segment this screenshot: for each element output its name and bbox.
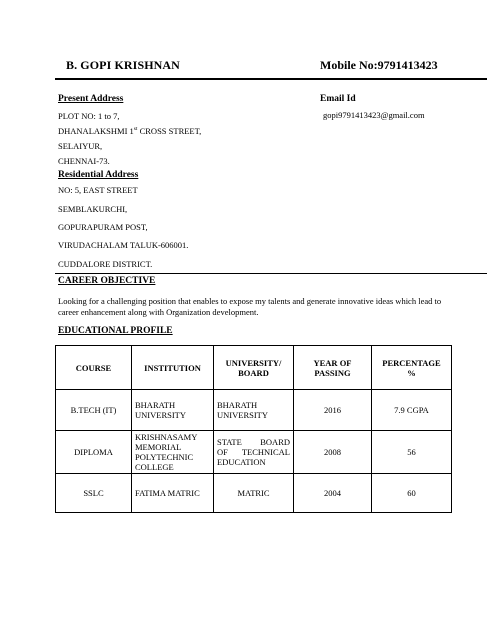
header-line: PERCENTAGE [382, 357, 441, 368]
email-value: gopi9791413423@gmail.com [323, 110, 425, 120]
cell-line: KRISHNASAMY [135, 432, 198, 442]
educational-profile-heading: EDUCATIONAL PROFILE [58, 326, 173, 336]
residential-address-line: VIRUDACHALAM TALUK-606001. [58, 240, 189, 250]
present-address-line: PLOT NO: 1 to 7, [58, 111, 120, 121]
residential-address-heading: Residential Address [58, 170, 139, 180]
email-heading: Email Id [320, 94, 356, 104]
present-address-street-rest: CROSS STREET, [137, 126, 202, 136]
cell-line: EDUCATION [217, 457, 266, 467]
course-column-header: COURSE [56, 346, 132, 390]
residential-address-line: SEMBLAKURCHI, [58, 204, 128, 214]
present-address-line: SELAIYUR, [58, 141, 103, 151]
header-line: YEAR OF [313, 357, 352, 368]
residential-address-line: GOPURAPURAM POST, [58, 222, 148, 232]
year-cell: 2016 [294, 390, 372, 431]
table-row [56, 431, 452, 474]
year-column-header [294, 346, 372, 390]
ordinal-suffix: st [133, 126, 138, 133]
education-table [55, 345, 452, 513]
residential-address-line: NO: 5, EAST STREET [58, 185, 138, 195]
cell-line: UNIVERSITY [217, 410, 268, 420]
university-column-header [214, 346, 294, 390]
cell-line: MEMORIAL [135, 442, 182, 452]
institution-cell [132, 431, 214, 474]
year-cell: 2004 [294, 474, 372, 513]
present-address-heading: Present Address [58, 94, 124, 104]
course-cell: DIPLOMA [56, 431, 132, 474]
header-line: UNIVERSITY/ [225, 357, 282, 368]
board-cell [214, 390, 294, 431]
header-line: % [407, 367, 416, 378]
board-cell: MATRIC [214, 474, 294, 513]
mobile-number: Mobile No:9791413423 [320, 58, 438, 72]
cell-line: BHARATH [135, 400, 176, 410]
institution-cell: FATIMA MATRIC [132, 474, 214, 513]
header-line: BOARD [238, 367, 269, 378]
career-objective-text: Looking for a challenging position that enables to expose my talents and generate innovative ideas which lead to career enhancement along with Organization development. [58, 296, 442, 317]
present-address-line [58, 126, 201, 136]
board-cell [214, 431, 294, 474]
cell-line: BHARATH [217, 400, 258, 410]
year-cell: 2008 [294, 431, 372, 474]
cell-line: POLYTECHNIC [135, 452, 194, 462]
residential-address-line: CUDDALORE DISTRICT. [58, 259, 153, 269]
cell-line: STATE BOARD [217, 437, 290, 447]
cell-line: OF TECHNICAL [217, 447, 290, 457]
present-address-line: CHENNAI-73. [58, 156, 110, 166]
score-cell: 60 [372, 474, 452, 513]
header-line: PASSING [314, 367, 351, 378]
score-cell: 7.9 CGPA [372, 390, 452, 431]
table-row [56, 474, 452, 513]
score-cell: 56 [372, 431, 452, 474]
header-divider [55, 78, 487, 80]
institution-column-header: INSTITUTION [132, 346, 214, 390]
course-cell: SSLC [56, 474, 132, 513]
cell-line: UNIVERSITY [135, 410, 186, 420]
present-address-street: DHANALAKSHMI 1 [58, 126, 134, 136]
candidate-name: B. GOPI KRISHNAN [66, 58, 180, 72]
percentage-column-header [372, 346, 452, 390]
course-cell: B.TECH (IT) [56, 390, 132, 431]
table-header-row [56, 346, 452, 390]
institution-cell [132, 390, 214, 431]
cell-line: COLLEGE [135, 462, 174, 472]
career-objective-heading: CAREER OBJECTIVE [58, 276, 156, 286]
table-row [56, 390, 452, 431]
section-divider [55, 273, 487, 274]
